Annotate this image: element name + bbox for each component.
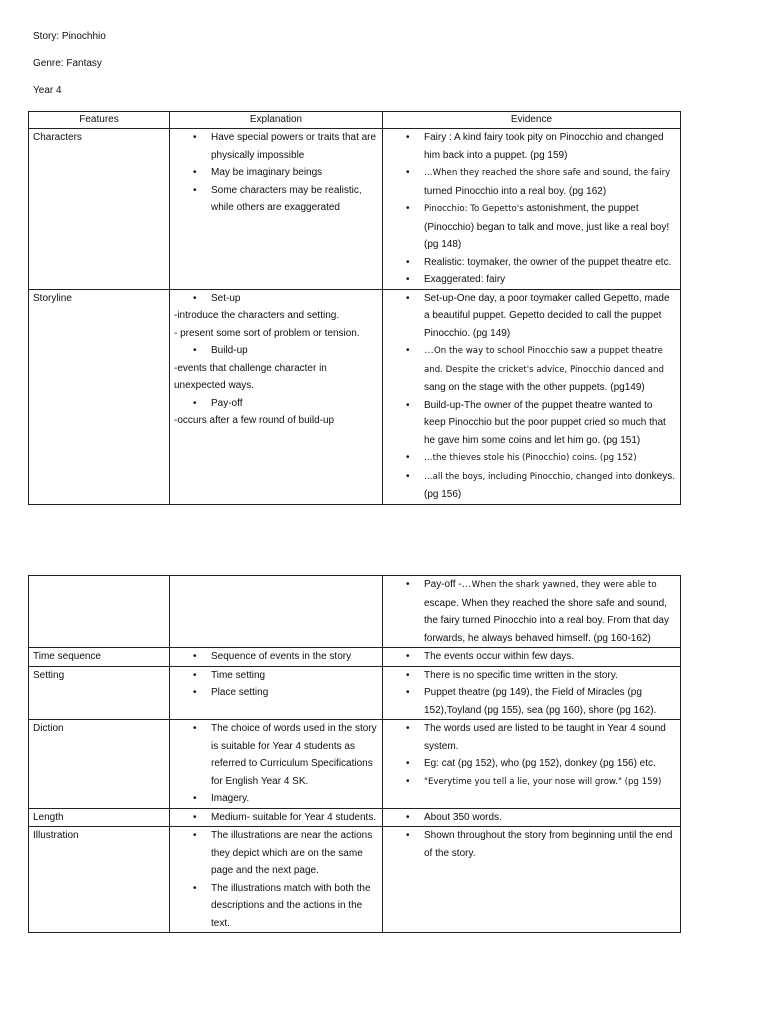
list-item: • Have special powers or traits that are physically impossible [211, 129, 378, 164]
list-item: • Shown throughout the story from beginning until the end of the story. [424, 827, 676, 862]
story-title: Story: Pinochhio [33, 31, 106, 42]
list-item [424, 342, 676, 397]
quote-text: Pinocchio: To Gepetto's [424, 204, 524, 214]
list-item: • Exaggerated: fairy [424, 271, 676, 289]
explanation-text: -occurs after a few round of build-up [174, 415, 335, 426]
features-table-1 [28, 111, 681, 505]
list-item: • Sequence of events in the story [211, 648, 378, 666]
list-item: • Some characters may be realistic, while others are exaggerated [211, 182, 378, 217]
list-item: • The illustrations match with both the descriptions and the actions in the text. [211, 880, 378, 933]
feature-cell: Diction [29, 720, 170, 809]
explanation-text: -introduce the characters and setting. [174, 310, 340, 321]
explanation-cell [170, 827, 383, 933]
list-item: • Build-up [211, 342, 378, 360]
genre-label: Genre: Fantasy [33, 58, 102, 69]
feature-cell [29, 576, 170, 648]
list-item: • Imagery. [211, 790, 378, 808]
features-table-2 [28, 575, 681, 933]
list-item: • Place setting [211, 684, 378, 702]
list-item-text: sang on the stage with the other puppets. (pg149) [424, 382, 645, 393]
header-features: Features [29, 112, 170, 129]
table-row-storyline [29, 289, 681, 504]
feature-cell: Setting [29, 666, 170, 720]
evidence-cell [383, 827, 681, 933]
list-item: • The events occur within few days. [424, 648, 676, 666]
list-item: • Fairy : A kind fairy took pity on Pinocchio and changed him back into a puppet. (pg 159) [424, 129, 676, 164]
table-row-diction [29, 720, 681, 809]
explanation-text: - present some sort of problem or tension. [174, 327, 360, 339]
list-item: • May be imaginary beings [211, 164, 378, 182]
explanation-cell [170, 808, 383, 827]
list-item [424, 164, 676, 200]
explanation-cell [170, 720, 383, 809]
quote-text: …When they reached the shore safe and sound, the fairy [424, 168, 671, 178]
feature-cell: Characters [29, 129, 170, 290]
list-item: • The words used are listed to be taught in Year 4 sound system. [424, 720, 676, 755]
quote-text: "Everytime you tell a lie, your nose will grow." (pg 159) [424, 776, 662, 787]
table-row-time-sequence [29, 648, 681, 667]
explanation-text: -events that challenge character in unexpected ways. [174, 362, 327, 391]
feature-cell: Length [29, 808, 170, 827]
feature-cell: Illustration [29, 827, 170, 933]
table-row-payoff [29, 576, 681, 648]
evidence-cell [383, 648, 681, 667]
list-item: • Set-up-One day, a poor toymaker called Gepetto, made a beautiful puppet. Gepetto decided to call the puppet Pinocchio. (pg 149) [424, 290, 676, 343]
table-header-row [29, 112, 681, 129]
list-item [424, 449, 676, 468]
list-item-text: Pay-off -… [424, 579, 472, 590]
list-item [424, 576, 676, 647]
list-item: • Set-up [211, 290, 378, 308]
quote-text: When the shark yawned, they were able to [471, 580, 657, 590]
list-item: • The choice of words used in the story is suitable for Year 4 students as referred to Curriculum Specifications for English Year 4 SK. [211, 720, 378, 790]
list-item: • Puppet theatre (pg 149), the Field of Miracles (pg 152),Toyland (pg 155), sea (pg 160), shore (pg 162). [424, 684, 676, 719]
list-item-text: turned Pinocchio into a real boy. (pg 162) [424, 185, 607, 197]
header-explanation: Explanation [170, 112, 383, 129]
list-item: • Build-up-The owner of the puppet theatre wanted to keep Pinocchio but the poor puppet cried so much that he gave him some coins and let him go. (pg 151) [424, 397, 676, 450]
explanation-cell [170, 648, 383, 667]
year-label: Year 4 [33, 85, 62, 96]
evidence-cell [383, 720, 681, 809]
evidence-cell [383, 576, 681, 648]
list-item: • Time setting [211, 667, 378, 685]
list-item: • Realistic: toymaker, the owner of the puppet theatre etc. [424, 254, 676, 272]
list-item: • There is no specific time written in the story. [424, 667, 676, 685]
list-item [424, 200, 676, 254]
table-row-characters [29, 129, 681, 290]
list-item-text: donkeys. (pg 156) [424, 470, 675, 500]
list-item-text: astonishment, the puppet (Pinocchio) began to talk and move, just like a real boy! (pg 148) [424, 203, 670, 250]
header-evidence: Evidence [383, 112, 681, 129]
quote-text: On the way to school Pinocchio saw a puppet theatre and. Despite the cricket's advice, Pinocchio danced and [424, 346, 664, 375]
evidence-cell [383, 129, 681, 290]
list-item: • Medium- suitable for Year 4 students. [211, 809, 378, 827]
evidence-cell [383, 289, 681, 504]
list-item: • Eg: cat (pg 152), who (pg 152), donkey (pg 156) etc. [424, 755, 676, 773]
list-item [424, 773, 676, 792]
table-row-length [29, 808, 681, 827]
quote-text: …the thieves stole his (Pinocchio) coins. (pg 152) [424, 453, 637, 463]
feature-cell: Storyline [29, 289, 170, 504]
list-item: • About 350 words. [424, 809, 676, 827]
list-item-text: escape. When they reached the shore safe and sound, the fairy turned Pinocchio into a real boy. From that day forwards, he always behaved himself. (pg 160-162) [424, 597, 669, 644]
list-item: • The illustrations are near the actions they depict which are on the same page and the next page. [211, 827, 378, 880]
table-row-setting [29, 666, 681, 720]
list-item: • Pay-off [211, 395, 378, 413]
quote-text: …all the boys, including Pinocchio, changed into [424, 471, 633, 482]
table-row-illustration [29, 827, 681, 933]
explanation-cell [170, 129, 383, 290]
explanation-cell [170, 576, 383, 648]
explanation-cell [170, 289, 383, 504]
feature-cell: Time sequence [29, 648, 170, 667]
evidence-cell [383, 666, 681, 720]
list-item [424, 468, 676, 504]
list-item-text: … [424, 345, 434, 356]
evidence-cell [383, 808, 681, 827]
explanation-cell [170, 666, 383, 720]
